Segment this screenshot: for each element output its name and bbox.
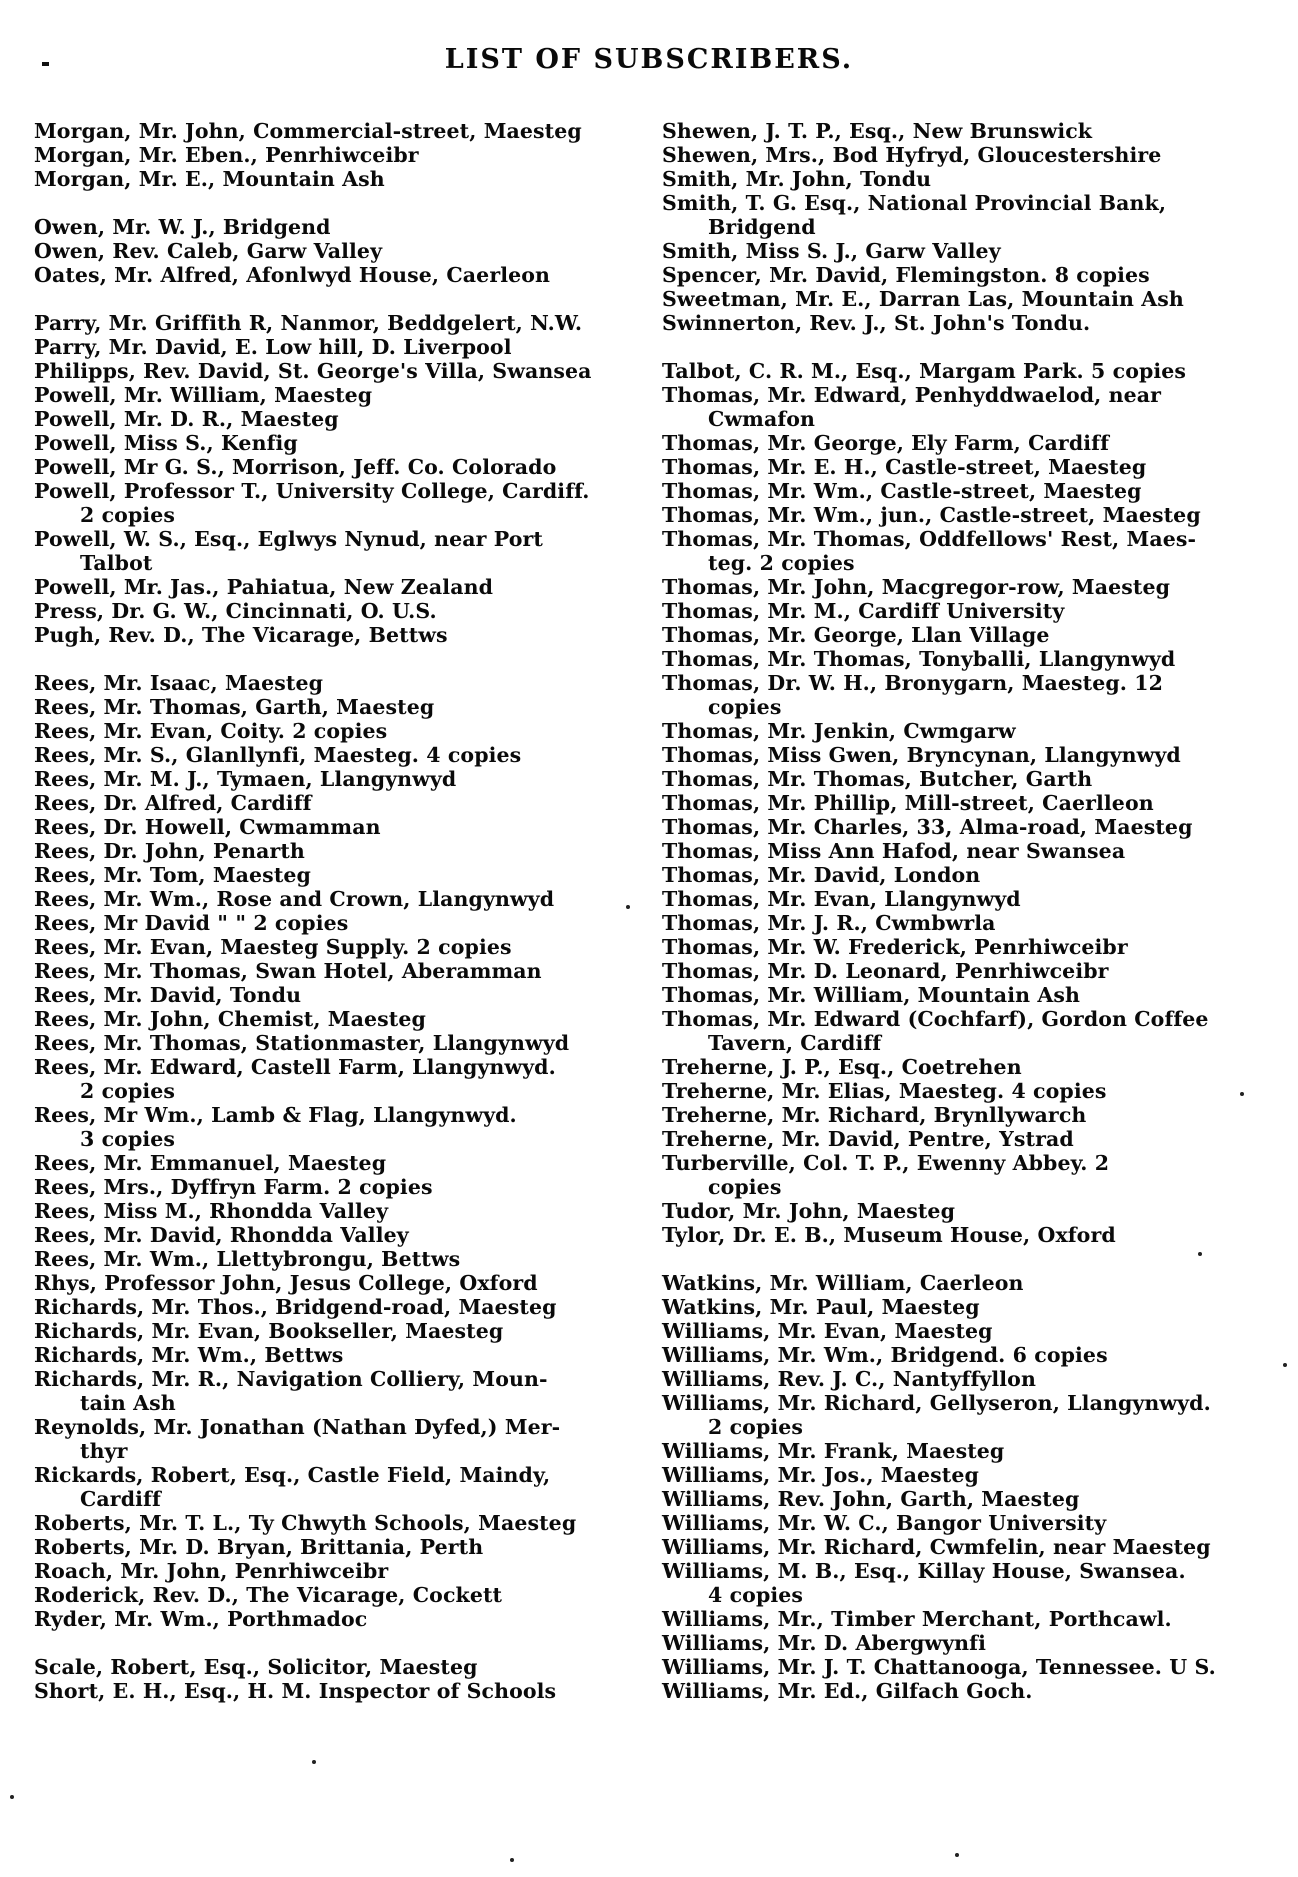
subscriber-entry bbox=[34, 719, 624, 743]
entry-line: Thomas, Mr. D. Leonard, Penrhiwceibr bbox=[662, 959, 1109, 983]
entry-continuation-line: copies bbox=[708, 1175, 782, 1199]
subscriber-entry bbox=[34, 1511, 624, 1535]
entry-continuation-line: Tavern, Cardiff bbox=[708, 1031, 882, 1055]
subscriber-entry bbox=[34, 671, 624, 695]
subscriber-entry bbox=[662, 239, 1252, 263]
print-speck bbox=[1198, 1252, 1202, 1256]
subscriber-entry bbox=[34, 1655, 624, 1679]
subscriber-entry bbox=[34, 1247, 624, 1271]
entry-line: Rees, Miss M., Rhondda Valley bbox=[34, 1199, 389, 1223]
entry-line: Rees, Dr. John, Penarth bbox=[34, 839, 305, 863]
subscriber-entry bbox=[34, 119, 624, 143]
entry-line: Thomas, Mr. Thomas, Tonyballi, Llangynwyd bbox=[662, 647, 1176, 671]
subscriber-entry bbox=[662, 1055, 1252, 1079]
subscriber-entry bbox=[34, 767, 624, 791]
entry-line: Rees, Mr. Thomas, Stationmaster, Llangynwyd bbox=[34, 1031, 570, 1055]
entry-line: Parry, Mr. David, E. Low hill, D. Liverpool bbox=[34, 335, 512, 359]
subscriber-entry bbox=[34, 983, 624, 1007]
subscriber-entry bbox=[662, 287, 1252, 311]
subscriber-entry bbox=[662, 119, 1252, 143]
entry-line: Thomas, Mr. Charles, 33, Alma-road, Maesteg bbox=[662, 815, 1193, 839]
entry-line: Powell, Mr. D. R., Maesteg bbox=[34, 407, 339, 431]
entry-line: Williams, Mr., Timber Merchant, Porthcawl. bbox=[662, 1607, 1172, 1631]
entry-line: Rees, Dr. Howell, Cwmamman bbox=[34, 815, 381, 839]
subscriber-entry bbox=[34, 1367, 624, 1415]
entry-line: Thomas, Mr. W. Frederick, Penrhiwceibr bbox=[662, 935, 1128, 959]
subscriber-entry bbox=[662, 1487, 1252, 1511]
entry-line: Thomas, Mr. Wm., jun., Castle-street, Maesteg bbox=[662, 503, 1201, 527]
subscriber-entry bbox=[34, 575, 624, 599]
entry-line: Watkins, Mr. Paul, Maesteg bbox=[662, 1295, 980, 1319]
print-speck bbox=[10, 1795, 14, 1799]
subscriber-entry bbox=[662, 1439, 1252, 1463]
entry-line: Williams, Mr. Jos., Maesteg bbox=[662, 1463, 979, 1487]
subscriber-entry bbox=[34, 1175, 624, 1199]
subscriber-group bbox=[662, 119, 1252, 335]
entry-line: Rees, Mr. Thomas, Swan Hotel, Aberamman bbox=[34, 959, 542, 983]
entry-line: Owen, Mr. W. J., Bridgend bbox=[34, 215, 331, 239]
subscriber-entry bbox=[34, 743, 624, 767]
subscriber-entry bbox=[662, 1127, 1252, 1151]
subscriber-entry bbox=[34, 263, 624, 287]
entry-line: Thomas, Mr. E. H., Castle-street, Maesteg bbox=[662, 455, 1147, 479]
subscriber-entry bbox=[662, 1607, 1252, 1631]
entry-line: Thomas, Mr. J. R., Cwmbwrla bbox=[662, 911, 996, 935]
entry-continuation-line: copies bbox=[708, 695, 782, 719]
entry-line: Rees, Mr. Edward, Castell Farm, Llangynwyd. bbox=[34, 1055, 556, 1079]
subscriber-entry bbox=[662, 623, 1252, 647]
subscriber-group bbox=[34, 1655, 624, 1703]
subscriber-entry bbox=[662, 1151, 1252, 1199]
subscriber-entry bbox=[34, 215, 624, 239]
subscriber-entry bbox=[34, 839, 624, 863]
entry-line: Thomas, Mr. William, Mountain Ash bbox=[662, 983, 1080, 1007]
subscriber-entry bbox=[662, 1535, 1252, 1559]
subscriber-entry bbox=[34, 1055, 624, 1103]
entry-line: Short, E. H., Esq., H. M. Inspector of Schools bbox=[34, 1679, 557, 1703]
entry-line: Swinnerton, Rev. J., St. John's Tondu. bbox=[662, 311, 1091, 335]
subscriber-entry bbox=[34, 1103, 624, 1151]
subscriber-entry bbox=[34, 1151, 624, 1175]
entry-line: Williams, Mr. Wm., Bridgend. 6 copies bbox=[662, 1343, 1108, 1367]
entry-line: Williams, Mr. Evan, Maesteg bbox=[662, 1319, 993, 1343]
subscriber-entry bbox=[662, 263, 1252, 287]
subscriber-entry bbox=[662, 767, 1252, 791]
entry-line: Treherne, Mr. Richard, Brynllywarch bbox=[662, 1103, 1087, 1127]
entry-line: Rees, Mr. Evan, Coity. 2 copies bbox=[34, 719, 388, 743]
entry-line: Williams, Rev. John, Garth, Maesteg bbox=[662, 1487, 1080, 1511]
subscriber-entry bbox=[662, 311, 1252, 335]
entry-line: Thomas, Mr. John, Macgregor-row, Maesteg bbox=[662, 575, 1171, 599]
subscriber-entry bbox=[662, 1367, 1252, 1391]
subscriber-entry bbox=[34, 1559, 624, 1583]
subscriber-entry bbox=[34, 863, 624, 887]
entry-line: Thomas, Mr. M., Cardiff University bbox=[662, 599, 1065, 623]
subscriber-entry bbox=[34, 383, 624, 407]
entry-line: Williams, Mr. Frank, Maesteg bbox=[662, 1439, 1005, 1463]
entry-continuation-line: 4 copies bbox=[708, 1583, 804, 1607]
entry-line: Sweetman, Mr. E., Darran Las, Mountain Ash bbox=[662, 287, 1184, 311]
subscriber-entry bbox=[662, 431, 1252, 455]
entry-line: Roderick, Rev. D., The Vicarage, Cockett bbox=[34, 1583, 503, 1607]
entry-line: Rickards, Robert, Esq., Castle Field, Maindy, bbox=[34, 1463, 551, 1487]
entry-line: Morgan, Mr. Eben., Penrhiwceibr bbox=[34, 143, 419, 167]
entry-line: Richards, Mr. Evan, Bookseller, Maesteg bbox=[34, 1319, 504, 1343]
subscriber-entry bbox=[34, 911, 624, 935]
entry-continuation-line: 2 copies bbox=[708, 1415, 804, 1439]
subscriber-entry bbox=[662, 815, 1252, 839]
subscriber-entry bbox=[662, 743, 1252, 767]
subscriber-entry bbox=[34, 239, 624, 263]
entry-line: Rees, Mr. Isaac, Maesteg bbox=[34, 671, 324, 695]
subscriber-entry bbox=[662, 647, 1252, 671]
entry-line: Powell, Professor T., University College, Cardiff. bbox=[34, 479, 590, 503]
entry-line: Thomas, Mr. Jenkin, Cwmgarw bbox=[662, 719, 1016, 743]
subscriber-entry bbox=[34, 167, 624, 191]
left-column bbox=[34, 119, 624, 1727]
subscriber-entry bbox=[34, 1679, 624, 1703]
subscriber-entry bbox=[34, 1007, 624, 1031]
entry-line: Pugh, Rev. D., The Vicarage, Bettws bbox=[34, 623, 448, 647]
entry-line: Roach, Mr. John, Penrhiwceibr bbox=[34, 1559, 389, 1583]
subscriber-entry bbox=[34, 695, 624, 719]
subscriber-entry bbox=[662, 1007, 1252, 1055]
entry-continuation-line: 2 copies bbox=[80, 1079, 176, 1103]
entry-line: Rees, Mr. Wm., Rose and Crown, Llangynwyd bbox=[34, 887, 555, 911]
subscriber-entry bbox=[34, 1583, 624, 1607]
subscriber-entry bbox=[34, 1535, 624, 1559]
print-speck bbox=[312, 1760, 316, 1764]
subscriber-entry bbox=[662, 959, 1252, 983]
entry-line: Rees, Mr. John, Chemist, Maesteg bbox=[34, 1007, 426, 1031]
subscriber-entry bbox=[34, 623, 624, 647]
entry-line: Treherne, J. P., Esq., Coetrehen bbox=[662, 1055, 1022, 1079]
print-speck bbox=[1240, 1092, 1244, 1096]
entry-continuation-line: Cwmafon bbox=[708, 407, 816, 431]
entry-line: Thomas, Mr. Thomas, Oddfellows' Rest, Maes- bbox=[662, 527, 1197, 551]
entry-line: Thomas, Mr. George, Ely Farm, Cardiff bbox=[662, 431, 1109, 455]
subscriber-entry bbox=[34, 431, 624, 455]
entry-line: Thomas, Miss Ann Hafod, near Swansea bbox=[662, 839, 1126, 863]
entry-line: Treherne, Mr. David, Pentre, Ystrad bbox=[662, 1127, 1074, 1151]
entry-continuation-line: Cardiff bbox=[80, 1487, 161, 1511]
subscriber-entry bbox=[34, 479, 624, 527]
entry-line: Richards, Mr. Wm., Bettws bbox=[34, 1343, 344, 1367]
subscriber-entry bbox=[34, 359, 624, 383]
subscriber-entry bbox=[34, 1031, 624, 1055]
subscriber-entry bbox=[662, 671, 1252, 719]
subscriber-entry bbox=[662, 1343, 1252, 1367]
subscriber-entry bbox=[662, 935, 1252, 959]
subscriber-entry bbox=[662, 167, 1252, 191]
entry-line: Powell, Mr G. S., Morrison, Jeff. Co. Colorado bbox=[34, 455, 557, 479]
subscriber-entry bbox=[34, 959, 624, 983]
subscriber-entry bbox=[662, 1631, 1252, 1655]
subscriber-group bbox=[34, 119, 624, 191]
entry-continuation-line: 3 copies bbox=[80, 1127, 176, 1151]
entry-line: Rees, Mrs., Dyffryn Farm. 2 copies bbox=[34, 1175, 433, 1199]
entry-line: Smith, Mr. John, Tondu bbox=[662, 167, 932, 191]
entry-line: Thomas, Mr. Wm., Castle-street, Maesteg bbox=[662, 479, 1142, 503]
subscriber-entry bbox=[34, 407, 624, 431]
entry-line: Rees, Mr. Evan, Maesteg Supply. 2 copies bbox=[34, 935, 512, 959]
entry-line: Rees, Mr. Tom, Maesteg bbox=[34, 863, 311, 887]
entry-continuation-line: Bridgend bbox=[708, 215, 816, 239]
entry-line: Rees, Mr David " " 2 copies bbox=[34, 911, 349, 935]
entry-line: Rees, Mr. Wm., Llettybrongu, Bettws bbox=[34, 1247, 461, 1271]
subscriber-entry bbox=[662, 863, 1252, 887]
entry-line: Powell, Mr. Jas., Pahiatua, New Zealand bbox=[34, 575, 494, 599]
entry-line: Powell, Mr. William, Maesteg bbox=[34, 383, 373, 407]
entry-line: Morgan, Mr. E., Mountain Ash bbox=[34, 167, 385, 191]
entry-line: Williams, M. B., Esq., Killay House, Swansea. bbox=[662, 1559, 1186, 1583]
entry-line: Thomas, Mr. Thomas, Butcher, Garth bbox=[662, 767, 1093, 791]
entry-line: Thomas, Dr. W. H., Bronygarn, Maesteg. 12 bbox=[662, 671, 1163, 695]
entry-line: Philipps, Rev. David, St. George's Villa, Swansea bbox=[34, 359, 592, 383]
entry-line: Williams, Mr. Richard, Gellyseron, Llangynwyd. bbox=[662, 1391, 1211, 1415]
subscriber-group bbox=[34, 671, 624, 1631]
subscriber-entry bbox=[662, 455, 1252, 479]
entry-line: Roberts, Mr. D. Bryan, Brittania, Perth bbox=[34, 1535, 484, 1559]
subscriber-entry bbox=[662, 1559, 1252, 1607]
subscriber-entry bbox=[662, 1199, 1252, 1223]
entry-line: Thomas, Mr. Edward, Penhyddwaelod, near bbox=[662, 383, 1162, 407]
subscriber-entry bbox=[662, 383, 1252, 431]
entry-line: Williams, Mr. D. Abergwynfi bbox=[662, 1631, 986, 1655]
subscriber-entry bbox=[662, 599, 1252, 623]
subscriber-entry bbox=[34, 815, 624, 839]
subscriber-entry bbox=[34, 1223, 624, 1247]
subscriber-entry bbox=[662, 1319, 1252, 1343]
entry-line: Smith, T. G. Esq., National Provincial Bank, bbox=[662, 191, 1167, 215]
entry-line: Rees, Mr. S., Glanllynfi, Maesteg. 4 copies bbox=[34, 743, 522, 767]
entry-line: Williams, Rev. J. C., Nantyffyllon bbox=[662, 1367, 1036, 1391]
entry-line: Morgan, Mr. John, Commercial-street, Maesteg bbox=[34, 119, 582, 143]
print-speck bbox=[955, 1853, 959, 1857]
entry-line: Oates, Mr. Alfred, Afonlwyd House, Caerleon bbox=[34, 263, 551, 287]
entry-line: Treherne, Mr. Elias, Maesteg. 4 copies bbox=[662, 1079, 1107, 1103]
entry-line: Tylor, Dr. E. B., Museum House, Oxford bbox=[662, 1223, 1116, 1247]
page-title: LIST OF SUBSCRIBERS. bbox=[444, 44, 854, 75]
right-column bbox=[662, 119, 1252, 1727]
subscriber-entry bbox=[662, 911, 1252, 935]
subscriber-entry bbox=[662, 1295, 1252, 1319]
entry-line: Scale, Robert, Esq., Solicitor, Maesteg bbox=[34, 1655, 478, 1679]
entry-line: Parry, Mr. Griffith R, Nanmor, Beddgelert, N.W. bbox=[34, 311, 583, 335]
entry-continuation-line: tain Ash bbox=[80, 1391, 176, 1415]
entry-line: Rees, Mr. David, Rhondda Valley bbox=[34, 1223, 409, 1247]
entry-line: Shewen, Mrs., Bod Hyfryd, Gloucestershire bbox=[662, 143, 1162, 167]
subscriber-entry bbox=[34, 455, 624, 479]
subscriber-entry bbox=[34, 1319, 624, 1343]
entry-line: Spencer, Mr. David, Flemingston. 8 copies bbox=[662, 263, 1150, 287]
subscriber-group bbox=[662, 1271, 1252, 1703]
subscriber-entry bbox=[34, 1199, 624, 1223]
subscriber-entry bbox=[34, 311, 624, 335]
entry-line: Shewen, J. T. P., Esq., New Brunswick bbox=[662, 119, 1093, 143]
print-speck bbox=[626, 905, 630, 909]
subscriber-entry bbox=[34, 599, 624, 623]
subscriber-entry bbox=[662, 1463, 1252, 1487]
subscriber-entry bbox=[662, 1271, 1252, 1295]
entry-line: Rhys, Professor John, Jesus College, Oxford bbox=[34, 1271, 538, 1295]
entry-line: Williams, Mr. W. C., Bangor University bbox=[662, 1511, 1107, 1535]
entry-line: Reynolds, Mr. Jonathan (Nathan Dyfed,) Mer- bbox=[34, 1415, 561, 1439]
entry-line: Owen, Rev. Caleb, Garw Valley bbox=[34, 239, 383, 263]
subscriber-entry bbox=[662, 1223, 1252, 1247]
subscriber-group bbox=[662, 359, 1252, 1247]
entry-line: Thomas, Mr. Phillip, Mill-street, Caerlleon bbox=[662, 791, 1154, 815]
entry-continuation-line: 2 copies bbox=[80, 503, 176, 527]
subscriber-entry bbox=[34, 1295, 624, 1319]
subscriber-entry bbox=[34, 1463, 624, 1511]
entry-line: Rees, Mr. M. J., Tymaen, Llangynwyd bbox=[34, 767, 457, 791]
entry-line: Watkins, Mr. William, Caerleon bbox=[662, 1271, 1024, 1295]
entry-line: Thomas, Mr. Evan, Llangynwyd bbox=[662, 887, 1021, 911]
subscriber-entry bbox=[662, 791, 1252, 815]
entry-line: Rees, Mr. Emmanuel, Maesteg bbox=[34, 1151, 387, 1175]
subscriber-entry bbox=[34, 1607, 624, 1631]
entry-line: Thomas, Mr. David, London bbox=[662, 863, 981, 887]
subscriber-entry bbox=[662, 527, 1252, 575]
entry-line: Richards, Mr. R., Navigation Colliery, Moun- bbox=[34, 1367, 548, 1391]
entry-line: Press, Dr. G. W., Cincinnati, O. U.S. bbox=[34, 599, 437, 623]
entry-line: Tudor, Mr. John, Maesteg bbox=[662, 1199, 956, 1223]
print-speck bbox=[510, 1858, 514, 1862]
subscriber-entry bbox=[662, 1679, 1252, 1703]
subscriber-entry bbox=[662, 839, 1252, 863]
subscriber-group bbox=[34, 215, 624, 287]
subscriber-entry bbox=[662, 575, 1252, 599]
subscriber-entry bbox=[34, 887, 624, 911]
entry-line: Smith, Miss S. J., Garw Valley bbox=[662, 239, 1001, 263]
entry-line: Rees, Mr. David, Tondu bbox=[34, 983, 302, 1007]
entry-line: Rees, Mr Wm., Lamb & Flag, Llangynwyd. bbox=[34, 1103, 517, 1127]
entry-continuation-line: thyr bbox=[80, 1439, 128, 1463]
entry-line: Thomas, Miss Gwen, Bryncynan, Llangynwyd bbox=[662, 743, 1181, 767]
subscriber-entry bbox=[662, 1103, 1252, 1127]
entry-line: Thomas, Mr. George, Llan Village bbox=[662, 623, 1050, 647]
subscriber-entry bbox=[662, 359, 1252, 383]
subscriber-entry bbox=[662, 1511, 1252, 1535]
entry-line: Richards, Mr. Thos., Bridgend-road, Maesteg bbox=[34, 1295, 557, 1319]
subscriber-entry bbox=[34, 1415, 624, 1463]
subscriber-entry bbox=[662, 479, 1252, 503]
subscriber-entry bbox=[662, 719, 1252, 743]
subscriber-entry bbox=[34, 935, 624, 959]
subscriber-entry bbox=[662, 143, 1252, 167]
entry-line: Williams, Mr. Ed., Gilfach Goch. bbox=[662, 1679, 1033, 1703]
print-speck bbox=[1283, 1363, 1287, 1367]
entry-line: Powell, Miss S., Kenfig bbox=[34, 431, 298, 455]
subscriber-entry bbox=[34, 527, 624, 575]
entry-continuation-line: Talbot bbox=[80, 551, 153, 575]
subscriber-entry bbox=[34, 143, 624, 167]
entry-line: Williams, Mr. Richard, Cwmfelin, near Maesteg bbox=[662, 1535, 1211, 1559]
entry-line: Roberts, Mr. T. L., Ty Chwyth Schools, Maesteg bbox=[34, 1511, 577, 1535]
entry-line: Thomas, Mr. Edward (Cochfarf), Gordon Coffee bbox=[662, 1007, 1209, 1031]
subscriber-entry bbox=[34, 335, 624, 359]
subscriber-group bbox=[34, 311, 624, 647]
subscriber-entry bbox=[34, 1271, 624, 1295]
entry-line: Ryder, Mr. Wm., Porthmadoc bbox=[34, 1607, 368, 1631]
subscriber-entry bbox=[662, 1655, 1252, 1679]
entry-continuation-line: teg. 2 copies bbox=[708, 551, 855, 575]
subscriber-entry bbox=[34, 1343, 624, 1367]
entry-line: Turberville, Col. T. P., Ewenny Abbey. 2 bbox=[662, 1151, 1110, 1175]
subscriber-entry bbox=[662, 503, 1252, 527]
entry-line: Williams, Mr. J. T. Chattanooga, Tennessee. U S. bbox=[662, 1655, 1216, 1679]
subscriber-entry bbox=[34, 791, 624, 815]
subscriber-entry bbox=[662, 191, 1252, 239]
subscriber-entry bbox=[662, 887, 1252, 911]
subscriber-entry bbox=[662, 1391, 1252, 1439]
entry-line: Talbot, C. R. M., Esq., Margam Park. 5 copies bbox=[662, 359, 1187, 383]
entry-line: Rees, Mr. Thomas, Garth, Maesteg bbox=[34, 695, 435, 719]
entry-line: Powell, W. S., Esq., Eglwys Nynud, near Port bbox=[34, 527, 544, 551]
entry-line: Rees, Dr. Alfred, Cardiff bbox=[34, 791, 312, 815]
subscriber-entry bbox=[662, 1079, 1252, 1103]
subscriber-entry bbox=[662, 983, 1252, 1007]
